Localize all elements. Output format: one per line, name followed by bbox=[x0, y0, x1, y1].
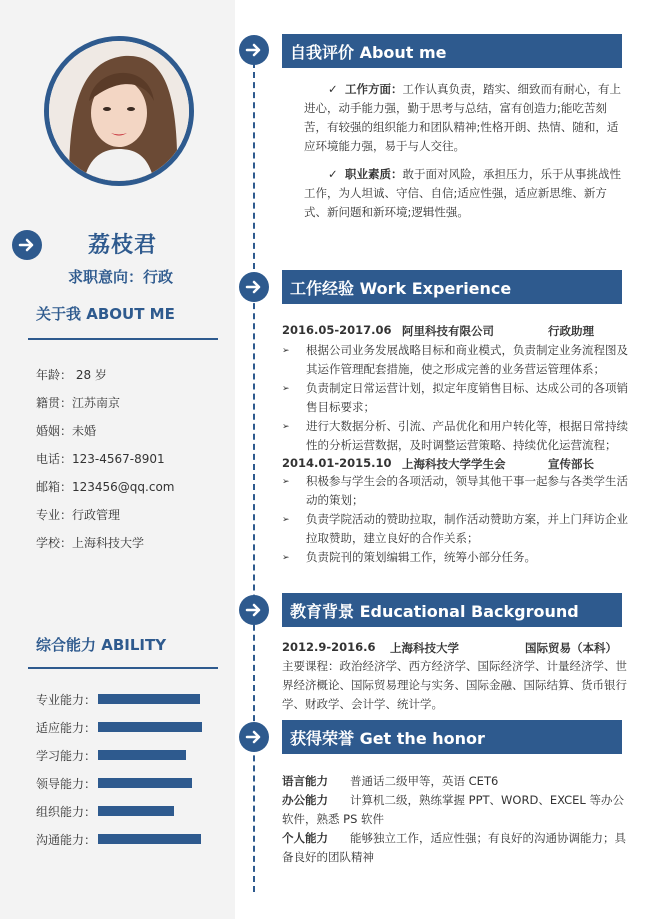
skill-bar bbox=[98, 806, 174, 816]
list-item: ➢ 根据公司业务发展战略目标和商业模式，负责制定业务流程图及其运作管理配套措施，使之形成完善的业务营运管理体系； bbox=[282, 341, 634, 379]
section-arrow-icon bbox=[239, 272, 269, 302]
bullet-arrow-icon: ➢ bbox=[282, 515, 290, 525]
info-email: 邮箱：123456@qq.com bbox=[36, 480, 175, 494]
about-title: 关于我 ABOUT ME bbox=[36, 305, 175, 323]
job-bullets bbox=[282, 341, 634, 455]
ability-divider bbox=[28, 667, 218, 669]
edu-major: 国际贸易（本科） bbox=[525, 641, 617, 655]
list-item: ➢ 负责制定日常运营计划，拟定年度销售目标、达成公司的各项销售目标要求； bbox=[282, 379, 634, 417]
name-arrow-icon bbox=[12, 230, 42, 260]
info-phone: 电话：123-4567-8901 bbox=[36, 452, 165, 466]
bullet-arrow-icon: ➢ bbox=[282, 477, 290, 487]
list-item: 个人能力 能够独立工作，适应性强；有良好的沟通协调能力；具备良好的团队精神 bbox=[282, 831, 626, 864]
skill-label: 专业能力： bbox=[36, 693, 97, 707]
list-item: ➢ 进行大数据分析、引流、产品优化和用户转化等，根据日常持续性的分析运营数据，及时调整运营策略、持续优化运营流程； bbox=[282, 417, 634, 455]
experience-header: 工作经验 Work Experience bbox=[282, 270, 622, 304]
info-hometown: 籍贯：江苏南京 bbox=[36, 396, 121, 410]
candidate-name: 荔枝君 bbox=[88, 233, 158, 258]
skill-label: 组织能力： bbox=[36, 805, 97, 819]
avatar bbox=[44, 36, 194, 186]
bullet-arrow-icon: ➢ bbox=[282, 422, 290, 432]
list-item: 语言能力 普通话二级甲等，英语 CET6 bbox=[282, 774, 499, 788]
ability-title: 综合能力 ABILITY bbox=[36, 636, 167, 654]
list-item: 办公能力 计算机二级，熟练掌握 PPT、WORD、EXCEL 等办公软件，熟悉 PS 软件 bbox=[282, 793, 624, 826]
list-item: ➢ 积极参与学生会的各项活动，领导其他干事一起参与各类学生活动的策划； bbox=[282, 472, 634, 510]
about-divider bbox=[28, 338, 218, 340]
skill-label: 沟通能力： bbox=[36, 833, 97, 847]
bullet-arrow-icon: ➢ bbox=[282, 553, 290, 563]
skill-bar bbox=[98, 694, 200, 704]
checkmark-icon: ✓ bbox=[328, 167, 345, 181]
avatar-portrait-icon bbox=[49, 41, 189, 181]
skill-bar bbox=[98, 834, 201, 844]
skill-label: 学习能力： bbox=[36, 749, 97, 763]
job-company: 上海科技大学学生会 bbox=[402, 457, 506, 471]
info-age: 年龄： 28 岁 bbox=[36, 368, 107, 382]
job-date: 2014.01-2015.10 bbox=[282, 456, 392, 470]
honors-list bbox=[282, 772, 627, 867]
work-eval-paragraph: ✓ 工作方面：工作认真负责，踏实、细致而有耐心，有上进心，动手能力强，勤于思考与总结，富有创造力;能吃苦刻苦，有较强的组织能力和团队精神;性格开朗、热情、随和，适应环境能力强，易于与人交往。 bbox=[304, 82, 621, 153]
bullet-arrow-icon: ➢ bbox=[282, 346, 290, 356]
skill-bar bbox=[98, 722, 202, 732]
job-company: 阿里科技有限公司 bbox=[402, 324, 494, 338]
job-intent: 求职意向：行政 bbox=[68, 268, 174, 286]
section-arrow-icon bbox=[239, 35, 269, 65]
education-header: 教育背景 Educational Background bbox=[282, 593, 622, 627]
job-role: 行政助理 bbox=[548, 324, 594, 338]
edu-school: 上海科技大学 bbox=[390, 641, 459, 655]
info-major: 专业：行政管理 bbox=[36, 508, 121, 522]
job-role: 宣传部长 bbox=[548, 457, 594, 471]
timeline-line bbox=[253, 62, 255, 892]
bullet-arrow-icon: ➢ bbox=[282, 384, 290, 394]
edu-date: 2012.9-2016.6 bbox=[282, 640, 376, 654]
self-eval-header: 自我评价 About me bbox=[282, 34, 622, 68]
info-marital: 婚姻：未婚 bbox=[36, 424, 97, 438]
list-item: ➢ 负责学院活动的赞助拉取，制作活动赞助方案，并上门拜访企业拉取赞助，建立良好的合作关系； bbox=[282, 510, 634, 548]
list-item: ➢ 负责院刊的策划编辑工作，统筹小部分任务。 bbox=[282, 548, 634, 568]
edu-courses: 主要课程：政治经济学、西方经济学、国际经济学、计量经济学、世界经济概论、国际贸易理论与实务、国际金融、国际结算、货币银行学、财政学、会计学、统计学。 bbox=[282, 659, 627, 711]
section-arrow-icon bbox=[239, 595, 269, 625]
checkmark-icon: ✓ bbox=[328, 82, 345, 96]
honors-header: 获得荣誉 Get the honor bbox=[282, 720, 622, 754]
job-date: 2016.05-2017.06 bbox=[282, 323, 392, 337]
skill-bar bbox=[98, 778, 192, 788]
skill-bar bbox=[98, 750, 186, 760]
quality-eval-paragraph: ✓ 职业素质：敢于面对风险，承担压力，乐于从事挑战性工作，为人坦诚、守信、自信;适应性强，适应新思维、新方式、新问题和新环境;逻辑性强。 bbox=[304, 167, 621, 219]
info-school: 学校：上海科技大学 bbox=[36, 536, 145, 550]
job-bullets bbox=[282, 472, 634, 568]
skill-label: 领导能力： bbox=[36, 777, 97, 791]
skill-label: 适应能力： bbox=[36, 721, 97, 735]
section-arrow-icon bbox=[239, 722, 269, 752]
